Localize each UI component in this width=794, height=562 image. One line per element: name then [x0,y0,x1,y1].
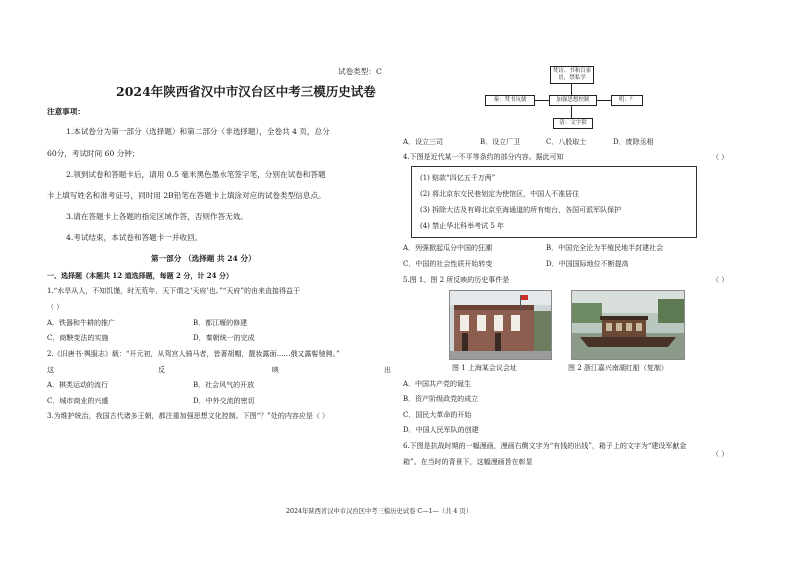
q4-item-3: (3) 拆除大沽及有碍北京至海通道的所有炮台，各国可派军队保护 [420,206,622,214]
q2-option-d: D．中外交流的密切 [193,397,255,405]
q1-option-c: C．商鞅变法的实施 [47,334,109,342]
q2-word-3: 映 [272,366,279,374]
diagram-right-text: 明：？ [618,97,636,103]
q4-stem: 4.下图是近代某一不平等条约的部分内容。据此可知 [403,153,564,161]
page-title: 2024年陕西省汉中市汉台区中考三模历史试卷 [116,84,376,99]
diagram-bottom-box [553,118,593,129]
q4-option-b: B．中国完全沦为半殖民地半封建社会 [546,244,664,252]
diagram-top-box [550,66,594,84]
notice-line-2: 60分，考试时间 60 分钟； [47,149,140,158]
q1-option-d: D．秦朝统一的完成 [193,334,255,342]
q5-photo-red-boat [571,290,685,360]
diagram-bottom-text: 清：文字狱 [559,120,587,126]
notice-heading: 注意事项： [47,107,85,116]
diagram-connector-bottom [571,105,572,118]
diagram-center-box [549,95,597,106]
notice-line-1: 1.本试卷分为第一部分（选择题）和第二部分（非选择题），全卷共 4 页，总分 [66,127,330,136]
q4-option-d: D．中国国际地位不断提高 [546,260,629,268]
q4-item-1: (1) 赔款“四亿五千万两” [420,174,496,182]
q5-option-c: C．国民大革命的开始 [403,411,472,419]
q3-option-c: C．八股取士 [546,138,587,146]
diagram-connector-left [534,100,549,101]
q2-option-c: C．城市商业的兴盛 [47,397,109,405]
section-one-heading: 一、选择题（本题共 12 道选择题，每题 2 分，计 24 分） [47,271,233,280]
q3-option-b: B．设立厂卫 [480,138,521,146]
q6-bracket: （ ） [712,450,729,458]
paper-type: 试卷类型：C [338,67,382,76]
notice-line-6: 4.考试结束，本试卷和答题卡一并收回。 [66,233,203,242]
q5-caption-1: 图 1 上海某会议会址 [452,364,517,372]
q2-option-b: B．社会风气的开放 [193,381,255,389]
notice-line-3: 2.领到试卷和答题卡后，请用 0.5 毫米黑色墨水笔签字笔，分别在试卷和答题 [66,170,326,179]
notice-line-4: 卡上填写姓名和准考证号，同时用 2B铅笔在答题卡上填涂对应的试卷类型信息点。 [47,191,326,200]
diagram-right-box [611,95,643,106]
q5-photo-meeting-site [449,290,552,360]
diagram-left-box [485,95,535,106]
page-footer: 2024年陕西省汉中市汉台区中考三模历史试卷 C—1—（共 4 页） [286,508,472,515]
q3-option-a: A．设立三司 [403,138,444,146]
q4-item-4: (4) 禁止华北科举考试 5 年 [420,222,505,230]
q6-stem-line-1: 6.下图是抗战时期的一幅漫画，漫画右侧文字为“有钱的出钱”，箱子上的文字为“建设军献金 [403,442,687,450]
q2-word-2: 反 [158,366,165,374]
q4-item-2: (2) 将北京东交民巷划定为使馆区，中国人不准居住 [420,190,580,198]
q6-stem-line-2: 箱”。在当时的背景下，这幅漫画旨在彰显 [403,458,533,466]
q5-option-d: D．中国人民军队的创建 [403,426,479,434]
diagram-connector-right [596,100,611,101]
diagram-left-text: 秦：焚书坑儒 [493,97,527,103]
q4-option-c: C．中国的社会性质开始转变 [403,260,493,268]
q1-bracket: （ ） [47,303,64,311]
q2-word-4: 出 [384,366,391,374]
q2-word-1: 这 [47,366,54,374]
q2-stem: 2.《旧唐书·舆服志》载：“开元初，从驾宫人骑马者，皆著胡帽，靓妆露面……俄又露髻驰骋。” [47,350,340,358]
q1-option-a: A．铁器和牛耕的推广 [47,319,116,327]
diagram-top-text: 焚诗、书和百家语，禁私学 [552,68,592,81]
diagram-center-text: 加强思想控制 [556,97,590,103]
q1-stem: 1.“水旱从人，不知饥馑，时无荒年，天下谓之‘天府’也。”“天府”的由来直接得益于 [47,287,300,295]
notice-line-5: 3.请在答题卡上各题的指定区域作答，否则作答无效。 [66,212,248,221]
q5-stem: 5.图 1、图 2 所反映的历史事件是 [403,276,510,284]
q5-bracket: （ ） [712,276,729,284]
q3-option-d: D．废除丞相 [613,138,654,146]
q4-bracket: （ ） [712,153,729,161]
q5-option-b: B．资产阶级政党的成立 [403,395,479,403]
q5-caption-2: 图 2 浙江嘉兴南湖红船（复制） [568,364,668,372]
q2-option-a: A．棋类运动的流行 [47,381,109,389]
q4-option-a: A．列强掀起瓜分中国的狂潮 [403,244,493,252]
q3-stem: 3.为维护统治，我国古代诸多王朝，都注重加强思想文化控制。下图“？”处的内容应是（ ） [47,412,330,420]
meeting-site-illustration [450,291,551,359]
red-boat-illustration [572,291,684,359]
part-one-heading: 第一部分 （选择题 共 24 分） [151,254,256,263]
q1-option-b: B．都江堰的修建 [193,319,248,327]
q5-option-a: A．中国共产党的诞生 [403,380,472,388]
